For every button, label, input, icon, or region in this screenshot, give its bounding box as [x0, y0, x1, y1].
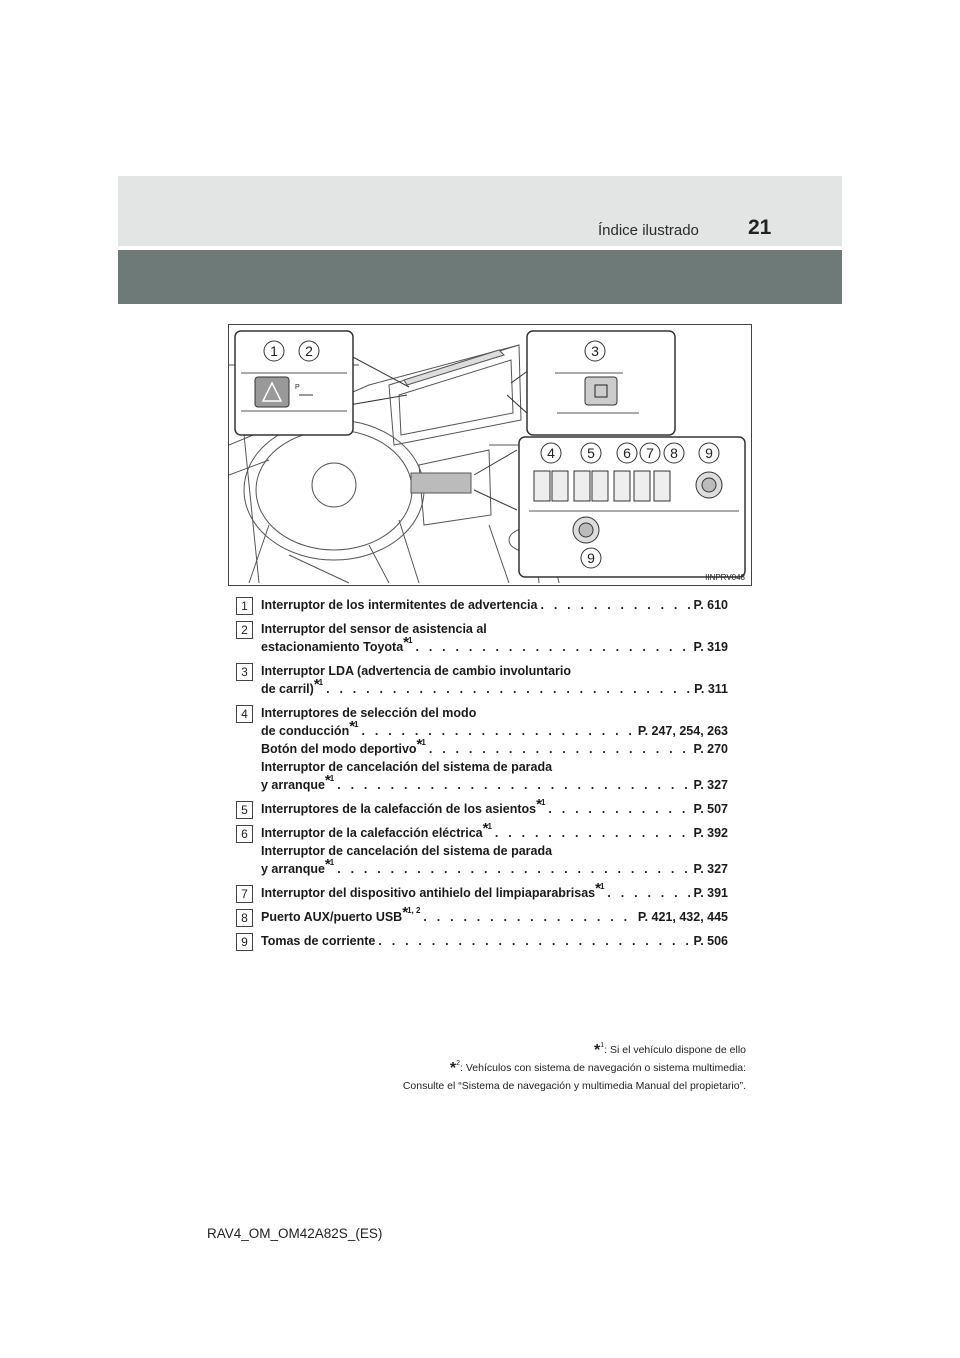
footnote-ref: 1	[540, 798, 546, 807]
footnote-number: 2	[456, 1060, 461, 1067]
entry-text	[261, 772, 335, 794]
callout-label: 3	[591, 343, 599, 359]
entry-label: Interruptor del sensor de asistencia al	[261, 622, 487, 636]
entry-label: Interruptor de los intermitentes de advertencia	[261, 598, 538, 612]
entry-line	[261, 704, 728, 722]
index-entry	[236, 704, 728, 794]
entry-line	[261, 736, 728, 758]
footnote-star: *	[324, 856, 331, 873]
page-reference-link[interactable]: P. 327	[693, 778, 728, 792]
page-reference-link[interactable]: P. 270	[693, 742, 728, 756]
entry-line	[261, 820, 728, 842]
callout-6	[617, 443, 637, 463]
entry-number: 6	[236, 825, 253, 843]
callout-label: 8	[670, 445, 678, 461]
leader-dots	[326, 680, 691, 698]
entry-label: Interruptor de cancelación del sistema de parada	[261, 844, 553, 858]
index-entry	[236, 820, 728, 878]
index-entry	[236, 662, 728, 698]
entry-number: 5	[236, 801, 253, 819]
footnote-ref: 1	[599, 882, 605, 891]
entry-text	[261, 704, 476, 722]
entry-text	[261, 904, 421, 926]
leader-dots	[415, 638, 690, 656]
footnote-mark: *	[449, 1060, 457, 1077]
entry-line	[261, 856, 728, 878]
page-reference-link[interactable]: P. 610	[693, 598, 728, 612]
entry-text	[261, 662, 571, 680]
callout-2	[299, 341, 319, 361]
entry-number: 9	[236, 933, 253, 951]
callout-9-lower	[581, 548, 601, 568]
page-reference-link[interactable]: P. 392	[693, 826, 728, 840]
footnote	[403, 1061, 746, 1076]
entry-line	[261, 904, 728, 926]
footnote-ref: 1	[354, 720, 359, 729]
index-entry	[236, 596, 728, 614]
footnote-number: 1	[600, 1042, 605, 1049]
entry-label: Interruptor de la calefacción eléctrica	[261, 826, 483, 840]
entry-text	[261, 820, 492, 842]
page-reference-link[interactable]: P. 507	[693, 802, 728, 816]
leader-dots	[337, 860, 690, 878]
header-bar	[118, 250, 842, 304]
entry-line	[261, 634, 728, 656]
entry-text	[261, 596, 537, 614]
callout-1	[264, 341, 284, 361]
footnote-ref: 1, 2	[407, 906, 421, 915]
entry-line	[261, 596, 728, 614]
callout-7	[640, 443, 660, 463]
entry-number: 7	[236, 885, 253, 903]
entry-text	[261, 796, 546, 818]
footnote-ref: 1	[329, 858, 335, 867]
entry-line	[261, 796, 728, 818]
footnotes	[403, 1043, 746, 1096]
page-reference-link[interactable]: P. 311	[694, 682, 728, 696]
dashboard-drawing	[229, 325, 751, 585]
footnote-text: Consulte el “Sistema de navegación y multimedia Manual del propietario”.	[402, 1080, 746, 1092]
entry-text	[261, 736, 426, 758]
footnote-star: *	[349, 718, 356, 735]
footnote-star: *	[403, 634, 410, 651]
index-entry	[236, 904, 728, 926]
page-reference-link[interactable]: P. 327	[693, 862, 728, 876]
leader-dots	[378, 932, 690, 950]
index-entry	[236, 880, 728, 902]
entry-label: y arranque	[261, 778, 325, 792]
index-entries	[236, 596, 728, 956]
page-reference-link[interactable]: P. 319	[693, 640, 728, 654]
footnote-star: *	[416, 736, 423, 753]
entry-text	[261, 758, 552, 776]
footer-code: RAV4_OM_OM42A82S_(ES)	[207, 1226, 383, 1241]
callout-label: 9	[705, 445, 713, 461]
entry-text	[261, 842, 552, 860]
index-entry	[236, 796, 728, 818]
page-reference-link[interactable]: P. 421, 432, 445	[637, 910, 728, 924]
footnote-ref: 1	[329, 774, 335, 783]
footnote-text: : Si el vehículo dispone de ello	[604, 1044, 746, 1056]
leader-dots	[495, 824, 691, 842]
dashboard-illustration	[228, 324, 752, 586]
footnote-star: *	[324, 772, 331, 789]
footnote-mark: *	[594, 1042, 601, 1059]
page-reference-link[interactable]: P. 506	[693, 934, 728, 948]
leader-dots	[423, 908, 634, 926]
footnote-star: *	[402, 904, 409, 921]
callout-label: 2	[305, 343, 313, 359]
leader-dots	[429, 740, 691, 758]
leader-dots	[607, 884, 690, 902]
footnote-star: *	[482, 820, 489, 837]
callout-label: 5	[587, 445, 595, 461]
entry-line	[261, 880, 728, 902]
entry-text	[261, 718, 359, 740]
entry-label: Interruptor del dispositivo antihielo del limpiaparabrisas	[261, 886, 596, 900]
footnote	[403, 1079, 746, 1093]
page-number: 21	[748, 216, 772, 239]
entry-label: y arranque	[261, 862, 325, 876]
footnote-ref: 1	[318, 678, 324, 687]
callout-3	[585, 341, 605, 361]
footnote	[403, 1043, 746, 1058]
leader-dots	[540, 596, 690, 614]
footnote-star: *	[313, 676, 320, 693]
footnote-star: *	[595, 880, 601, 897]
entry-label: Botón del modo deportivo	[261, 742, 417, 756]
callout-label: 4	[547, 445, 555, 461]
entry-text	[261, 634, 413, 656]
footnote-ref: 1	[408, 636, 413, 645]
callout-label: 9	[587, 550, 595, 566]
image-code: IINPRV048	[705, 573, 745, 582]
entry-line	[261, 676, 728, 698]
entry-label: Interruptores de la calefacción de los asientos	[261, 802, 537, 816]
callout-5	[581, 443, 601, 463]
entry-text	[261, 676, 324, 698]
entry-number: 3	[236, 663, 253, 681]
section-title: Índice ilustrado	[598, 222, 699, 239]
footnote-ref: 1	[487, 822, 492, 831]
callout-9	[699, 443, 719, 463]
callout-label: 7	[646, 445, 654, 461]
entry-label: Tomas de corriente	[261, 934, 376, 948]
entry-label: Interruptor de cancelación del sistema de parada	[261, 760, 553, 774]
entry-line	[261, 932, 728, 950]
callout-label: 1	[270, 343, 278, 359]
callout-4	[541, 443, 561, 463]
entry-line	[261, 662, 728, 680]
footnote-star: *	[536, 796, 542, 813]
entry-number: 8	[236, 909, 253, 927]
callout-8	[664, 443, 684, 463]
entry-line	[261, 772, 728, 794]
entry-label: estacionamiento Toyota	[261, 640, 404, 654]
entry-label: Interruptor LDA (advertencia de cambio involuntario	[261, 664, 571, 678]
entry-number: 1	[236, 597, 253, 615]
entry-line	[261, 620, 728, 638]
entry-label: de conducción	[261, 724, 350, 738]
page-reference-link[interactable]: P. 391	[693, 886, 728, 900]
entry-label: Puerto AUX/puerto USB	[261, 910, 403, 924]
callout-label: 6	[623, 445, 631, 461]
entry-text	[261, 620, 487, 638]
entry-number: 2	[236, 621, 253, 639]
entry-line	[261, 718, 728, 740]
footnote-ref: 1	[421, 738, 426, 747]
entry-label: de carril)	[261, 682, 314, 696]
leader-dots	[337, 776, 690, 794]
entry-text	[261, 932, 375, 950]
index-entry	[236, 620, 728, 656]
header-band	[118, 176, 842, 246]
leader-dots	[548, 800, 690, 818]
entry-text	[261, 856, 335, 878]
leader-dots	[362, 722, 635, 740]
page-reference-link[interactable]: P. 247, 254, 263	[637, 724, 728, 738]
footnote-text: : Vehículos con sistema de navegación o sistema multimedia:	[460, 1062, 746, 1074]
index-entry	[236, 932, 728, 950]
entry-label: Interruptores de selección del modo	[261, 706, 477, 720]
entry-number: 4	[236, 705, 253, 723]
entry-text	[261, 880, 605, 902]
svg-text:P: P	[295, 384, 300, 391]
